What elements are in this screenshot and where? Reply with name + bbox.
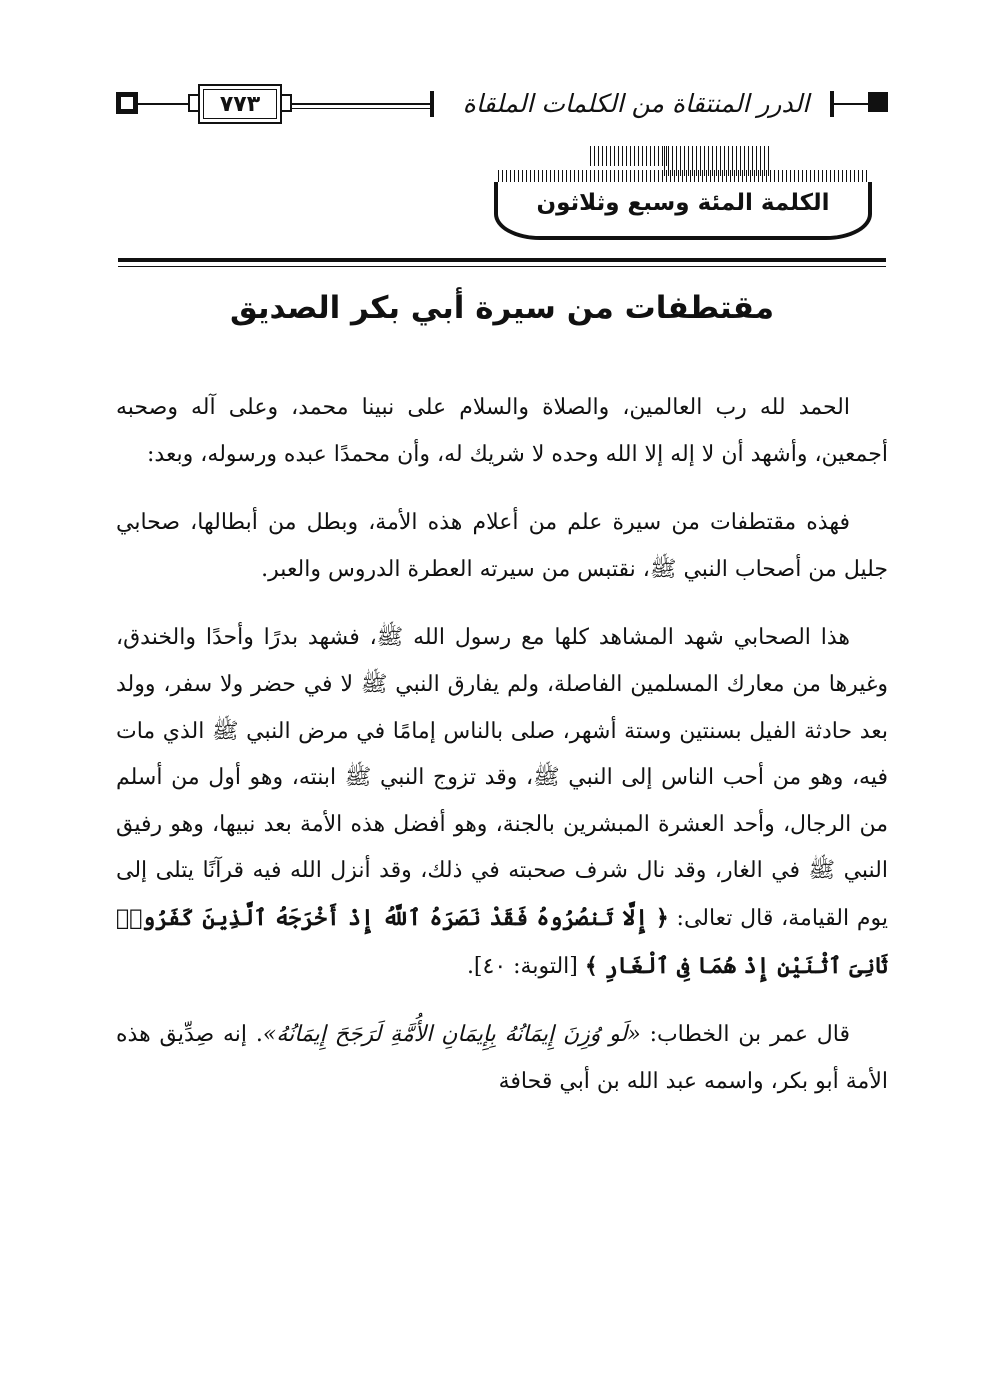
paragraph: فهذه مقتطفات من سيرة علم من أعلام هذه الأمة، وبطل من أبطالها، صحابي جليل من أصحاب النبي ﷺ، نقتبس من سيرته العطرة الدروس والعبر. [116, 510, 888, 582]
header-rule-middle-thin [284, 108, 434, 109]
article-title: مقتطفات من سيرة أبي بكر الصديق [229, 290, 775, 326]
verse-reference: [التوبة: ٤٠]. [466, 953, 578, 979]
header-rule-right [832, 103, 868, 105]
chapter-label-box [494, 146, 872, 242]
page-number-frame [198, 84, 282, 124]
article-body [116, 385, 888, 1105]
section-divider-thin [118, 266, 886, 267]
paragraph-text: . إنه صِدِّيق هذه الأمة أبو بكر، واسمه عبد الله بن أبي قحافة [116, 1022, 888, 1094]
section-divider [118, 258, 886, 262]
verse-close-bracket: ﴾ [584, 952, 598, 979]
chapter-label: الكلمة المئة وسبع وثلاثون [536, 190, 830, 216]
hadith-quote: «لَو وُزِنَ إِيمَانُهُ بِإِيمَانِ الأُمَّةِ لَرَجَحَ إِيمَانُهُ» [262, 1022, 641, 1048]
header-bar-right [830, 91, 834, 117]
quran-verse: إِلَّا تَنصُرُوهُ فَقَدْ نَصَرَهُ ٱللَّهُ إِذْ أَخْرَجَهُ ٱلَّذِينَ كَفَرُوا۟ ثَانِىَ ٱثْنَيْنِ إِذْ هُمَا فِى ٱلْغَارِ [116, 904, 888, 979]
header-rule-middle [284, 103, 434, 105]
header-square-outline-icon [116, 92, 138, 114]
paragraph [116, 1012, 888, 1105]
paragraph [116, 615, 888, 990]
paragraph-text: هذا الصحابي شهد المشاهد كلها مع رسول الله ﷺ، فشهد بدرًا وأحدًا والخندق، وغيرها من معارك المسلمين الفاصلة، ولم يفارق النبي ﷺ لا في حضر ولا سفر، وولد بعد حادثة الفيل بسنتين وستة أشهر، صلى بالناس إمامًا في مرض النبي ﷺ الذي مات فيه، وهو من أحب الناس إلى النبي ﷺ، وقد تزوج النبي ﷺ ابنته، وهو أول من أسلم من الرجال، وأحد العشرة المبشرين بالجنة، وهو أفضل هذه الأمة بعد نبيها، وهو رفيق النبي ﷺ في الغار، وقد نال شرف صحبته في ذلك، وقد أنزل الله فيه قرآنًا يتلى إلى يوم القيامة، قال تعالى: [116, 625, 888, 931]
header-square-filled-icon [868, 92, 888, 112]
page-number: ٧٧٣ [219, 91, 261, 117]
verse-open-bracket: ﴿ [655, 904, 669, 931]
paragraph: الحمد لله رب العالمين، والصلاة والسلام على نبينا محمد، وعلى آله وصحبه أجمعين، وأشهد أن لا إله إلا الله وحده لا شريك له، وأن محمدًا عبده ورسوله، وبعد: [116, 395, 888, 467]
running-header [116, 84, 888, 128]
paragraph-intro: قال عمر بن الخطاب: [649, 1022, 850, 1048]
ornament-ticks-top-short [590, 146, 668, 166]
header-bar-left [430, 91, 434, 117]
book-title: الدرر المنتقاة من الكلمات الملقاة [446, 86, 826, 122]
